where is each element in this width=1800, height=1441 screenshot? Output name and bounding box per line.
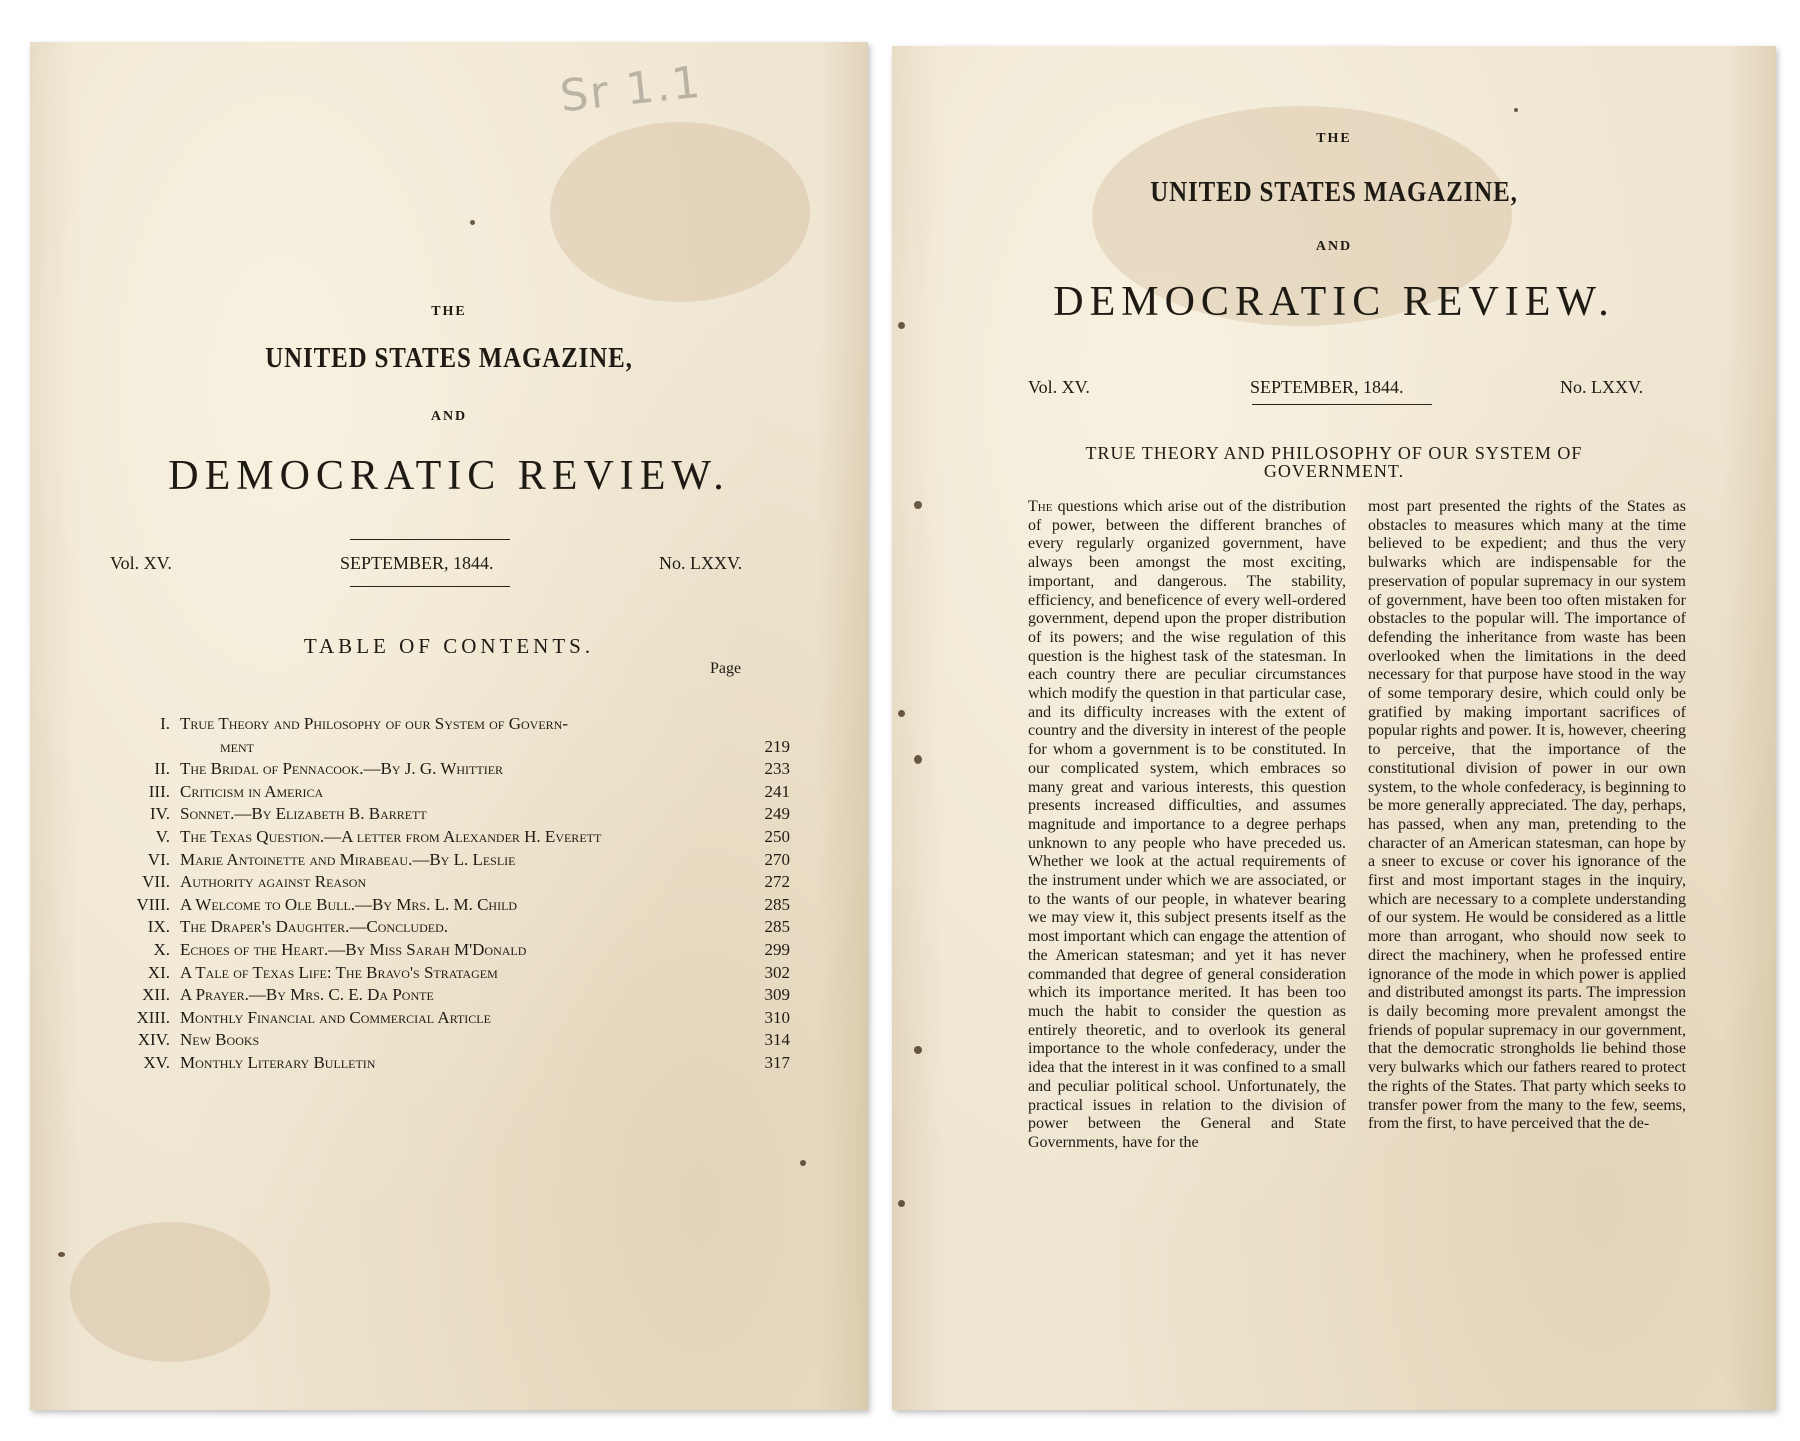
pencil-annotation: Sr 1.1 [557,56,705,123]
toc-item: ment 219 [220,736,790,756]
masthead-and: AND [1315,239,1353,254]
issue-number: No. LXXV. [1560,377,1644,397]
bottom-rule [350,586,510,587]
masthead-review-title: DEMOCRATIC REVIEW. [1053,279,1615,325]
toc-item: XI. A Tale of Texas Life: The Bravo's Stratagem 302 [147,962,790,982]
masthead-the: THE [1316,131,1352,146]
issue-number: No. LXXV. [659,553,743,573]
ink-spot [470,220,475,225]
binding-hole [914,755,922,764]
paper-stain [550,122,810,302]
volume-label: Vol. XV. [110,553,172,573]
toc-item: III. Criticism in America 241 [148,781,790,801]
ink-spot [1514,108,1518,112]
toc-item: VI. Marie Antoinette and Mirabeau.—By L. Leslie 270 [147,849,790,869]
masthead-magazine-title: UNITED STATES MAGAZINE, [265,342,633,374]
ink-spot [58,1252,65,1257]
toc-item: X. Echoes of the Heart.—By Miss Sarah M'Donald 299 [153,939,790,959]
binding-hole [898,1200,905,1207]
date-rule [1252,404,1432,405]
toc-item: XIV. New Books 314 [137,1030,790,1050]
toc-item: XIII. Monthly Financial and Commercial Article 310 [136,1007,790,1027]
article-column-right [1368,498,1686,1134]
toc-item: IX. The Draper's Daughter.—Concluded. 285 [147,917,790,937]
table-of-contents [100,714,790,1076]
paper-stain [70,1222,270,1362]
toc-heading: TABLE OF CONTENTS. [303,634,595,658]
issue-date: SEPTEMBER, 1844. [1250,377,1404,397]
issue-date: SEPTEMBER, 1844. [340,553,494,573]
article-column-left [1028,498,1346,1153]
article-text-right: most part presented the rights of the States as obstacles to measures which many at the time believed to be expedient; and thus the very bulwarks which are indispensable for the preservation of popular supremacy in our system of government, have been too often mistaken for obstacles to the popular will. The importance of defending the inheritance from waste has been overlooked when the limitations in the deed necessary for that purpose have stood in the way of some temporary desire, which could only be gratified by making important sacrifices of popular rights and power. It is, however, cheering to perceive, that the importance of the constitutional division of power in our own system, to the whole confederacy, is beginning to be more generally appreciated. The day, perhaps, has passed, when any man, pretending to the character of an American statesman, can hope by a sneer to excuse or cover his ignorance of the first and most important stages in the inquiry, which are necessary to a complete understanding of our system. He would be considered as a little more than arrogant, who should now seek to direct the machinery, when he professed entire ignorance of the mode in which power is applied and distributed amongst its parts. The impression is daily becoming more prevalent amongst the friends of popular supremacy in our government, that the democratic strongholds lie behind those very bulwarks which our fathers reared to protect the rights of the States. That party which seeks to transfer power from the many to the few, seems, from the first, to have perceived that the de- [1368,498,1686,1133]
binding-hole [914,1046,922,1054]
toc-item: V. The Texas Question.—A letter from Alexander H. Everett 250 [155,826,790,846]
drop-lead-word: The [1028,498,1053,515]
toc-item: I. True Theory and Philosophy of our System of Govern- [160,714,568,733]
article-text-left: questions which arise out of the distribution of power, between the different branches of every regularly organized government, have always been amongst the most exciting, important, and dangerous. The stability, efficiency, and beneficence of every well-ordered government, depend upon the proper distribution of its powers; and the wise regulation of this question is the highest task of the statesman. In each country there are peculiar circumstances which modify the question in that particular case, and its difficulty increases with the extent of country and the diversity in interest of the people for whom a government is to be constituted. In our complicated system, which embraces so many great and various interests, this question presents increased difficulties, and assumes magnitude and importance to a degree perhaps unknown to any people who have preceded us. Whether we look at the actual requirements of the instrument under which we are associated, or to the wants of our people, in whatever bearing we may view it, this subject presents itself as the most important which can engage the attention of the American statesman; and yet it has never commanded that degree of general consideration which its importance merited. It has been too much the habit to consider the question as entirely theoretic, and to overlook its general importance to the whole confederacy, under the idea that the interest in it was confined to a small and peculiar political school. Unfortunately, the practical issues in relation to the division of power between the General and State Governments, have for the [1028,498,1346,1151]
masthead-and: AND [430,409,468,424]
article-title-line1: TRUE THEORY AND PHILOSOPHY OF OUR SYSTEM OF [1085,443,1583,463]
binding-hole [898,710,905,717]
toc-item: II. The Bridal of Pennacook.—By J. G. Whittier 233 [154,759,790,779]
toc-item: XII. A Prayer.—By Mrs. C. E. Da Ponte 309 [142,985,790,1005]
masthead-review-title: DEMOCRATIC REVIEW. [168,453,730,499]
binding-hole [898,322,905,329]
toc-item: VIII. A Welcome to Ole Bull.—By Mrs. L. M. Child 285 [136,894,790,914]
binding-hole [914,501,922,509]
left-page [30,42,868,1410]
ink-spot [800,1160,806,1166]
top-rule [350,539,510,540]
volume-label: Vol. XV. [1028,377,1090,397]
page-column-label: Page [710,660,742,677]
toc-item: IV. Sonnet.—By Elizabeth B. Barrett 249 [150,804,790,824]
masthead-the: THE [431,304,467,319]
article-title-line2: GOVERNMENT. [1263,461,1405,481]
toc-item: XV. Monthly Literary Bulletin 317 [143,1052,790,1072]
toc-item: VII. Authority against Reason 272 [142,872,790,892]
masthead-magazine-title: UNITED STATES MAGAZINE, [1150,176,1518,208]
right-page [892,46,1776,1410]
